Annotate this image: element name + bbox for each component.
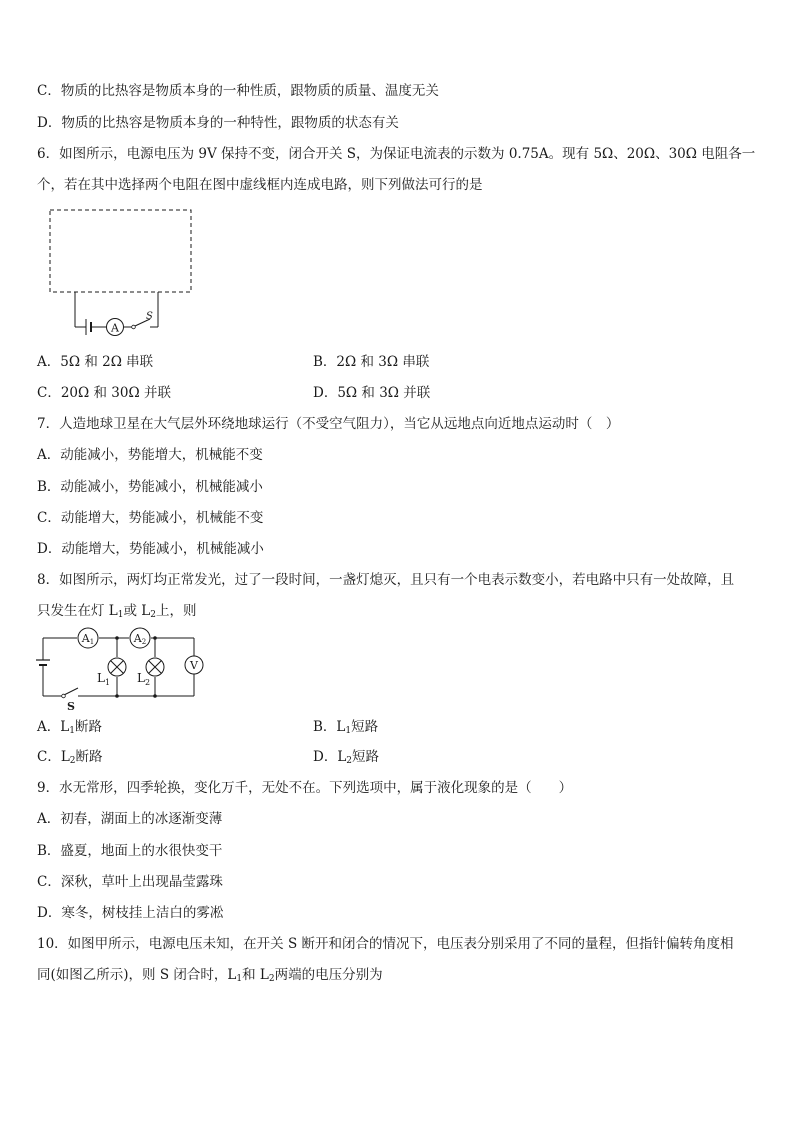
q8-switch-pivot bbox=[62, 694, 66, 698]
q8-lamp-l2 bbox=[146, 658, 164, 676]
q9-option-c: C．深秋，草叶上出现晶莹露珠 bbox=[37, 874, 223, 890]
q7-stem: 7．人造地球卫星在大气层外环绕地球运行（不受空气阻力），当它从远地点向近地点运动时（ ） bbox=[37, 416, 620, 432]
q10-stem-line2: 同(如图乙所示)，则 S 闭合时，$L_1$和 $L_2$两端的电压分别为 bbox=[37, 967, 383, 984]
q8-stem-line2: 只发生在灯 $L_1$或 $L_2$上，则 bbox=[37, 603, 197, 620]
q8-option-b: B．$L_1$短路 bbox=[313, 719, 379, 736]
q7-option-d: D．动能增大，势能减小，机械能减小 bbox=[37, 541, 264, 557]
q8-junction-node bbox=[153, 636, 157, 640]
q8-junction-node bbox=[153, 694, 157, 698]
q6-option-a: A．5Ω 和 2Ω 串联 bbox=[37, 354, 154, 370]
q6-stem-line2: 个，若在其中选择两个电阻在图中虚线框内连成电路，则下列做法可行的是 bbox=[37, 177, 483, 193]
q8-junction-node bbox=[115, 636, 119, 640]
q9-option-b: B．盛夏，地面上的水很快变干 bbox=[37, 843, 223, 859]
q7-option-b: B．动能减小，势能减小，机械能减小 bbox=[37, 479, 263, 495]
q6-option-b: B．2Ω 和 3Ω 串联 bbox=[313, 354, 430, 370]
q9-option-d: D．寒冬，树枝挂上洁白的雾凇 bbox=[37, 905, 224, 921]
q8-stem-line1: 8．如图所示，两灯均正常发光，过了一段时间，一盏灯熄灭，且只有一个电表示数变小，若电路中只有一处故障，且 bbox=[37, 572, 735, 588]
q8-ammeter-a2-label: A2 bbox=[133, 632, 147, 646]
q8-lamp-l1 bbox=[108, 658, 126, 676]
q8-junction-node bbox=[115, 694, 119, 698]
q9-option-a: A．初春，湖面上的冰逐渐变薄 bbox=[37, 811, 223, 827]
q7-option-c: C．动能增大，势能减小，机械能不变 bbox=[37, 510, 264, 526]
q6-ammeter-label: A bbox=[111, 321, 119, 335]
q8-l1-label: $L_1$ bbox=[97, 671, 111, 687]
q8-switch-label: S bbox=[67, 700, 75, 713]
q8-option-c: C．$L_2$断路 bbox=[37, 749, 103, 766]
q8-option-d: D．$L_2$短路 bbox=[313, 749, 380, 766]
q6-switch-label: S bbox=[146, 311, 153, 322]
q6-option-c: C．20Ω 和 30Ω 并联 bbox=[37, 385, 171, 401]
q6-stem-line1: 6．如图所示，电源电压为 9V 保持不变，闭合开关 S，为保证电流表的示数为 0.75A。现有 5Ω、20Ω、30Ω 电阻各一 bbox=[37, 146, 756, 162]
q6-option-d: D．5Ω 和 3Ω 并联 bbox=[313, 385, 431, 401]
q10-stem-line1: 10．如图甲所示，电源电压未知，在开关 S 断开和闭合的情况下，电压表分别采用了不同的量程，但指针偏转角度相 bbox=[37, 936, 734, 952]
q8-l2-label: $L_2$ bbox=[137, 671, 151, 687]
q8-voltmeter-label: V bbox=[190, 659, 198, 672]
q5-option-c: C．物质的比热容是物质本身的一种性质，跟物质的质量、温度无关 bbox=[37, 83, 439, 99]
q8-ammeter-a1-label: A1 bbox=[81, 632, 95, 646]
q8-option-a: A．$L_1$断路 bbox=[37, 719, 102, 736]
q9-stem: 9．水无常形，四季轮换，变化万千，无处不在。下列选项中，属于液化现象的是（ ） bbox=[37, 780, 573, 796]
q7-option-a: A．动能减小，势能增大，机械能不变 bbox=[37, 447, 263, 463]
q5-option-d: D．物质的比热容是物质本身的一种特性，跟物质的状态有关 bbox=[37, 115, 399, 131]
